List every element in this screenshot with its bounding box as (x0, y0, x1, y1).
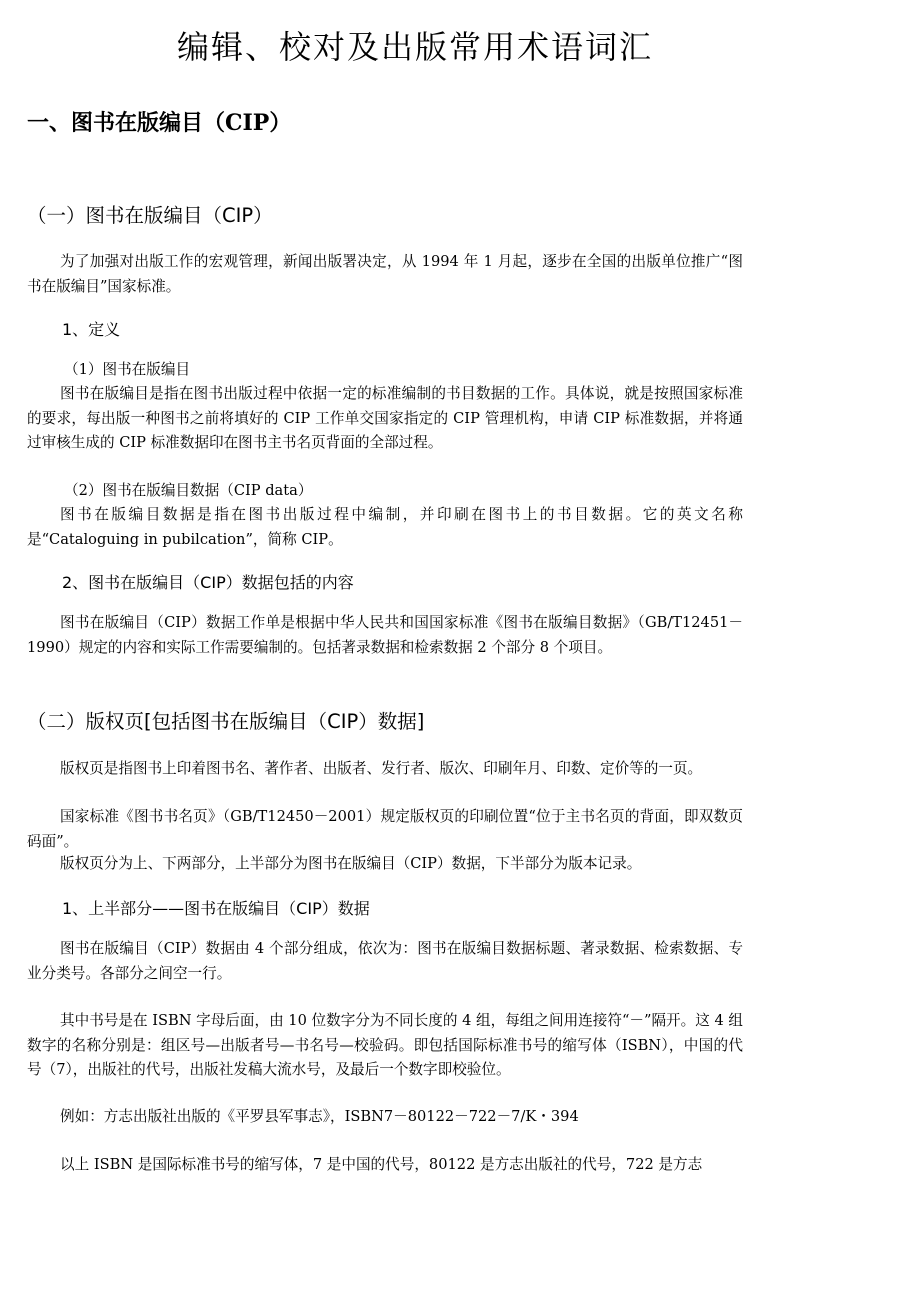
subsection-heading-copyright: （二）版权页[包括图书在版编目（CIP）数据] (27, 710, 425, 733)
definition-1-label: （1）图书在版编目 (64, 361, 191, 378)
heading-cip-content: 2、图书在版编目（CIP）数据包括的内容 (62, 573, 354, 592)
definition-1-text: 图书在版编目是指在图书出版过程中依据一定的标准编制的书目数据的工作。具体说，就是按照国家标准的要求，每出版一种图书之前将填好的 CIP 工作单交国家指定的 CIP 管理机构，申请 CIP 标准数据，并将通过审核生成的 CIP 标准数据印在图书主书名页背面的全部过程。 (27, 385, 743, 451)
paragraph-upper-2: 其中书号是在 ISBN 字母后面，由 10 位数字分为不同长度的 4 组，每组之间用连接符“－”隔开。这 4 组数字的名称分别是：组区号—出版者号—书名号—校验码。即包括国际标准书号的缩写体（ISBN），中国的代号（7），出版社的代号，出版社发稿大流水号，及最后一个数字即校验位。 (27, 1012, 743, 1078)
subsection-heading-cip: （一）图书在版编目（CIP） (27, 204, 273, 227)
definition-2-label: （2）图书在版编目数据（CIP data） (64, 482, 313, 499)
document-title: 编辑、校对及出版常用术语词汇 (176, 28, 653, 66)
paragraph-upper-1: 图书在版编目（CIP）数据由 4 个部分组成，依次为：图书在版编目数据标题、著录数据、检索数据、专业分类号。各部分之间空一行。 (27, 940, 743, 982)
heading-definition: 1、定义 (62, 320, 121, 339)
definition-2-text: 图书在版编目数据是指在图书出版过程中编制，并印刷在图书上的书目数据。它的英文名称是“Cataloguing in pubilcation”，简称 CIP。 (27, 506, 743, 548)
heading-upper-part: 1、上半部分——图书在版编目（CIP）数据 (62, 899, 370, 918)
paragraph-cip-content: 图书在版编目（CIP）数据工作单是根据中华人民共和国国家标准《图书在版编目数据》（GB/T12451－1990）规定的内容和实际工作需要编制的。包括著录数据和检索数据 2 个部分 8 个项目。 (27, 614, 743, 656)
paragraph-intro: 为了加强对出版工作的宏观管理，新闻出版署决定，从 1994 年 1 月起，逐步在全国的出版单位推广“图书在版编目”国家标准。 (27, 253, 743, 295)
paragraph-explain: 以上 ISBN 是国际标准书号的缩写体，7 是中国的代号，80122 是方志出版社的代号，722 是方志 (60, 1156, 703, 1173)
section-heading-cip: 一、图书在版编目（CIP） (27, 110, 292, 136)
paragraph-example: 例如：方志出版社出版的《平罗县军事志》，ISBN7－80122－722－7/K・394 (60, 1108, 579, 1125)
paragraph-copyright-2: 国家标准《图书书名页》（GB/T12450－2001）规定版权页的印刷位置“位于主书名页的背面，即双数页码面”。 (27, 808, 743, 850)
paragraph-copyright-1: 版权页是指图书上印着图书名、著作者、出版者、发行者、版次、印刷年月、印数、定价等的一页。 (60, 760, 703, 777)
paragraph-copyright-3: 版权页分为上、下两部分，上半部分为图书在版编目（CIP）数据，下半部分为版本记录。 (60, 855, 642, 872)
